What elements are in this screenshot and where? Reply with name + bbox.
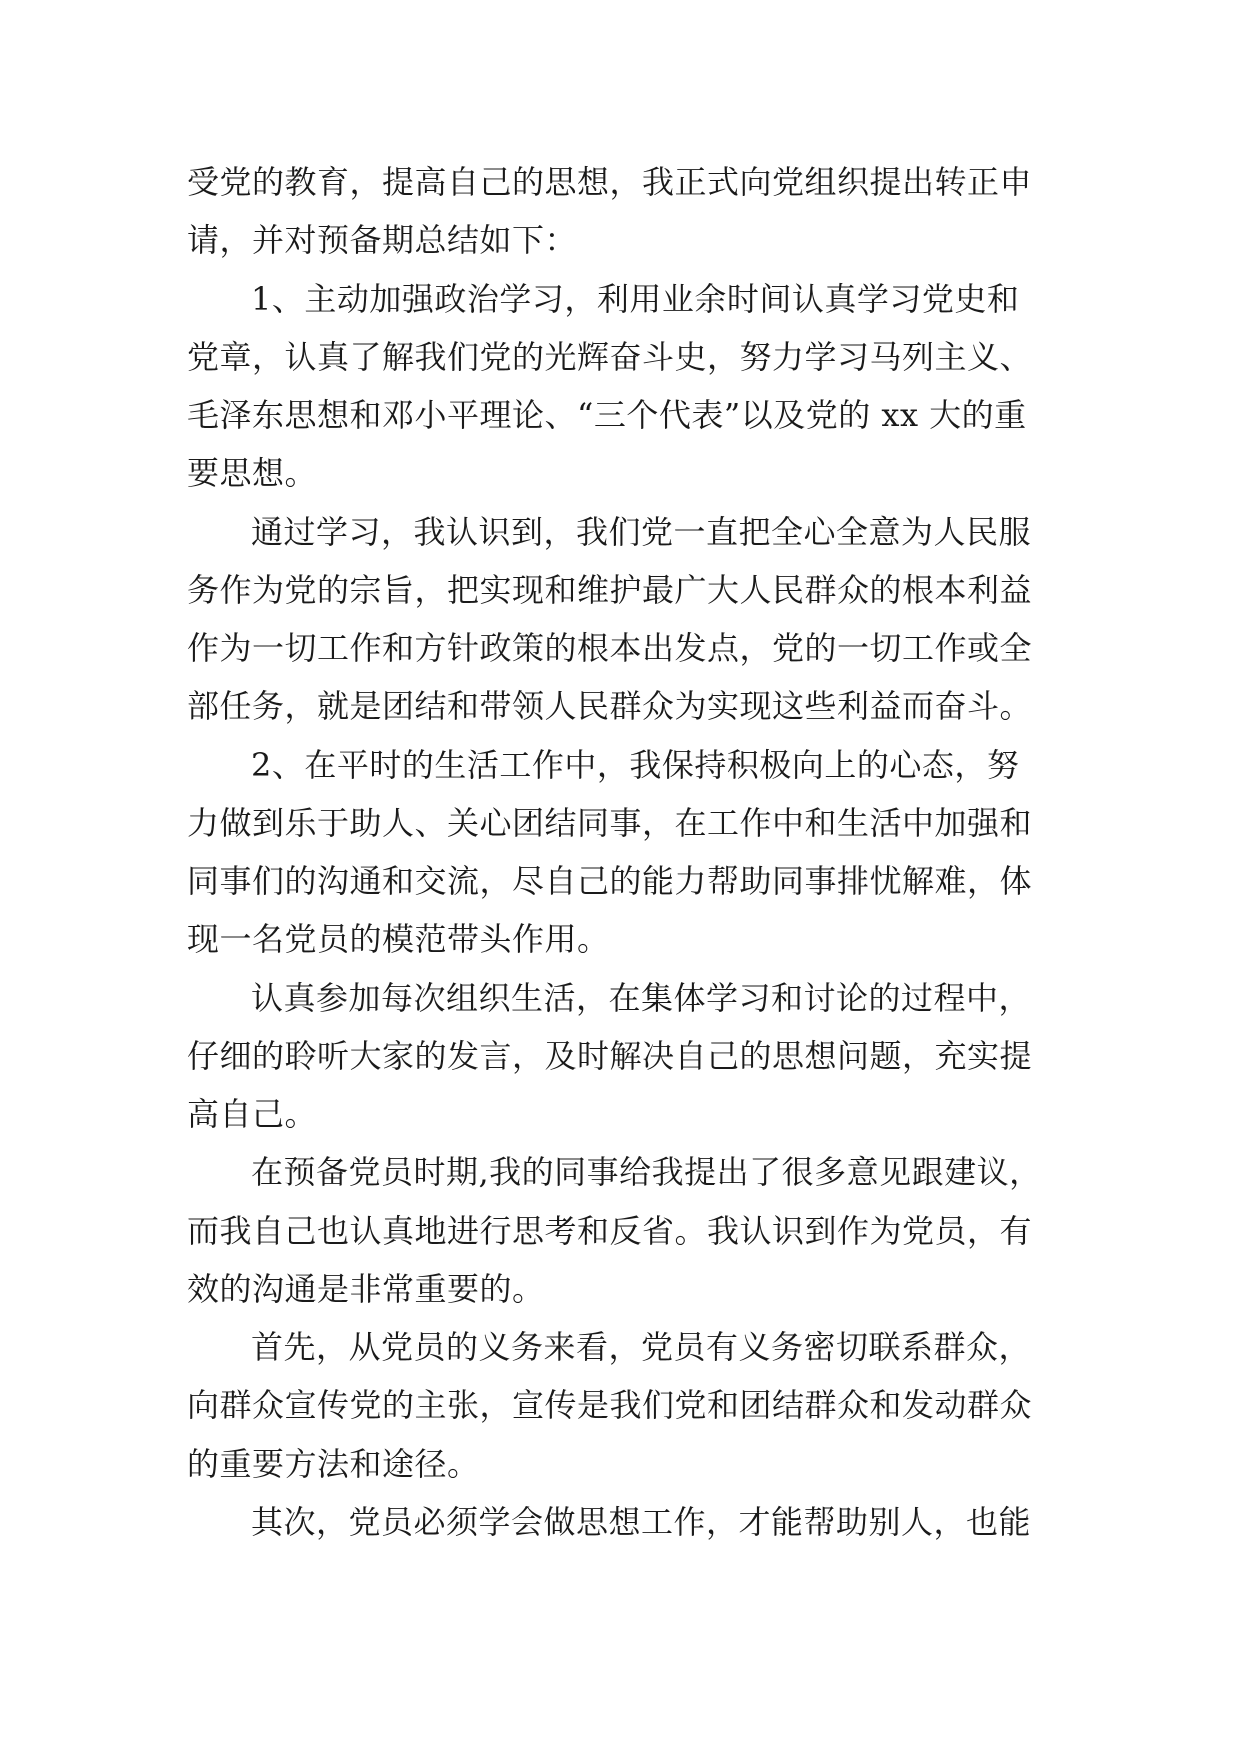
paragraph-first-line: 其次，党员必须学会做思想工作，才能帮助别人，也能 bbox=[251, 1503, 1032, 1541]
text-line: 向群众宣传党的主张，宣传是我们党和团结群众和发动群众 bbox=[187, 1386, 1033, 1424]
text-line: 部任务，就是团结和带领人民群众为实现这些利益而奋斗。 bbox=[187, 687, 1033, 725]
text-line: 仔细的聆听大家的发言，及时解决自己的思想问题，充实提 bbox=[187, 1037, 1033, 1075]
text-line: 务作为党的宗旨，把实现和维护最广大人民群众的根本利益 bbox=[187, 571, 1033, 609]
paragraph-first-line: 首先，从党员的义务来看，党员有义务密切联系群众， bbox=[251, 1328, 1032, 1366]
text-line: 力做到乐于助人、关心团结同事，在工作中和生活中加强和 bbox=[187, 804, 1033, 842]
text-line: 高自己。 bbox=[187, 1095, 318, 1133]
text-line: 受党的教育，提高自己的思想，我正式向党组织提出转正申 bbox=[187, 163, 1033, 201]
paragraph-first-line: 2、在平时的生活工作中，我保持积极向上的心态，努 bbox=[251, 746, 1020, 784]
text-line: 同事们的沟通和交流，尽自己的能力帮助同事排忧解难，体 bbox=[187, 862, 1033, 900]
paragraph-first-line: 1、主动加强政治学习，利用业余时间认真学习党史和 bbox=[251, 280, 1020, 318]
text-line: 请，并对预备期总结如下： bbox=[187, 221, 578, 259]
paragraph-first-line: 认真参加每次组织生活，在集体学习和讨论的过程中， bbox=[251, 979, 1032, 1017]
text-line: 要思想。 bbox=[187, 454, 318, 492]
paragraph-first-line: 通过学习，我认识到，我们党一直把全心全意为人民服 bbox=[251, 513, 1032, 551]
text-line: 效的沟通是非常重要的。 bbox=[187, 1270, 545, 1308]
text-line: 现一名党员的模范带头作用。 bbox=[187, 920, 610, 958]
text-line: 而我自己也认真地进行思考和反省。我认识到作为党员，有 bbox=[187, 1212, 1033, 1250]
text-line: 的重要方法和途径。 bbox=[187, 1445, 480, 1483]
paragraph-first-line: 在预备党员时期,我的同事给我提出了很多意见跟建议， bbox=[251, 1153, 1042, 1191]
text-line: 作为一切工作和方针政策的根本出发点，党的一切工作或全 bbox=[187, 629, 1033, 667]
text-line: 党章，认真了解我们党的光辉奋斗史，努力学习马列主义、 bbox=[187, 338, 1033, 376]
text-line: 毛泽东思想和邓小平理论、“三个代表”以及党的 xx 大的重 bbox=[187, 396, 1027, 434]
